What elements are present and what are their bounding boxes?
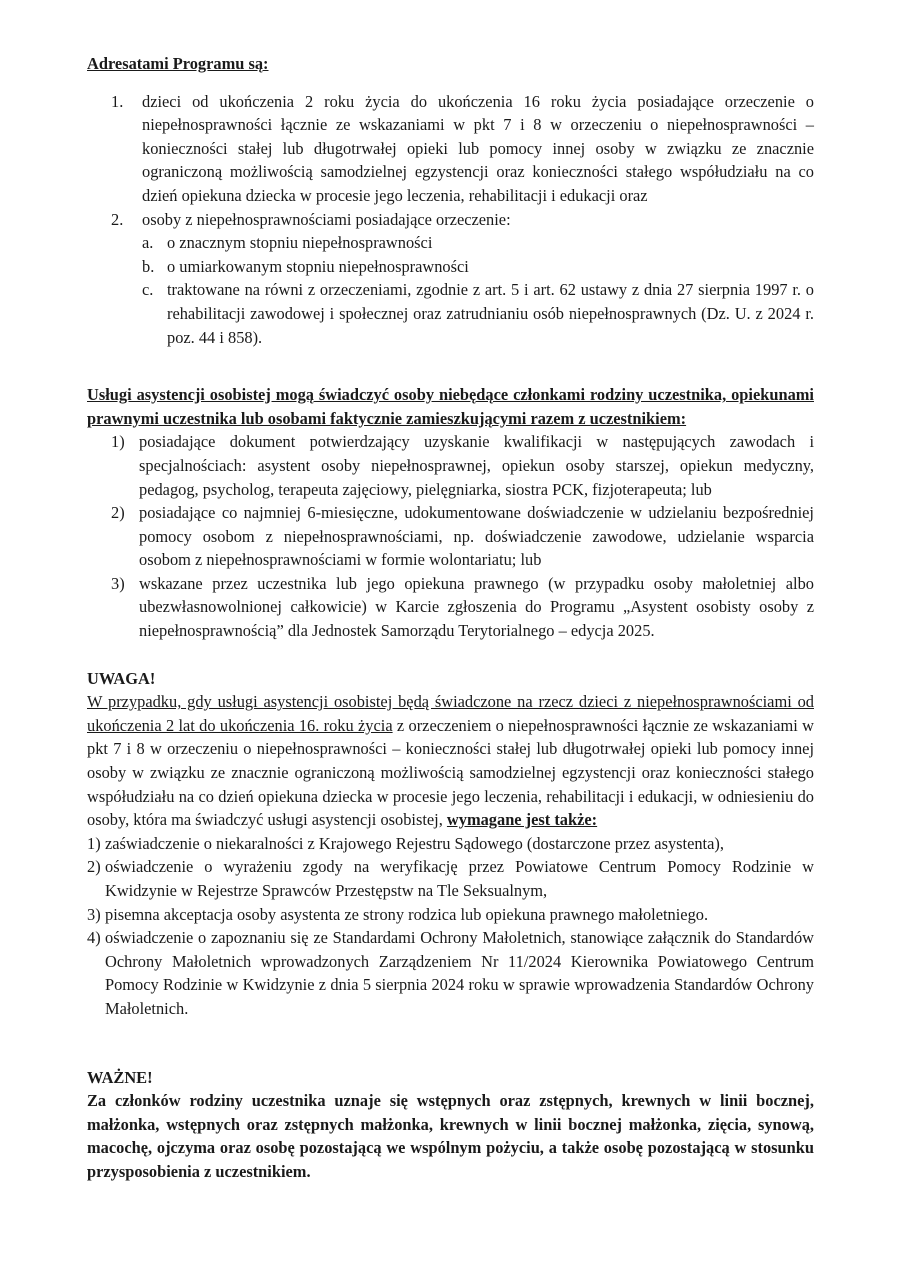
addressees-heading: Adresatami Programu są: bbox=[87, 54, 269, 73]
sub-list-letter: a. bbox=[142, 233, 154, 253]
list-number: 1) bbox=[111, 432, 125, 452]
list-item-text: pisemna akceptacja osoby asystenta ze strony rodzica lub opiekuna prawnego małoletniego. bbox=[105, 904, 709, 924]
list-item bbox=[87, 572, 814, 643]
warning-underlined-text: W przypadku, gdy usługi asystencji osobistej będą świadczone na rzecz dzieci z niepełnosprawnościami od ukończenia 2 lat do ukończenia 16. roku życia bbox=[87, 692, 814, 735]
sub-list-text: o znacznym stopniu niepełnosprawności bbox=[167, 233, 433, 253]
assistants-heading: Usługi asystencji osobistej mogą świadczyć osoby niebędące członkami rodziny uczestnika, opiekunami prawnymi uczestnika lub osobami faktycznie zamieszkującymi razem z uczestnikiem: bbox=[87, 385, 814, 428]
list-item-text: zaświadczenie o niekaralności z Krajowego Rejestru Sądowego (dostarczone przez asystenta), bbox=[105, 833, 724, 853]
sub-list-letter: c. bbox=[142, 280, 154, 300]
important-paragraph: Za członków rodziny uczestnika uznaje się wstępnych oraz zstępnych, krewnych w linii bocznej, małżonka, wstępnych oraz zstępnych małżonka, krewnych w linii bocznej małżonka, zięcia, synową, macochę, ojczyma oraz osobę pozostającą we wspólnym pożyciu, a także osobę pozostającą w stosunku przysposobienia z uczestnikiem. bbox=[87, 1091, 814, 1181]
warning-required-text: wymagane jest także: bbox=[446, 810, 598, 830]
list-number: 1) bbox=[87, 833, 101, 853]
list-item-text: dzieci od ukończenia 2 roku życia do ukończenia 16 roku życia posiadające orzeczenie o niepełnosprawności łącznie ze wskazaniami w pkt 7 i 8 w orzeczeniu o niepełnosprawności – konieczności stałej lub długotrwałej opieki lub pomocy innej osoby w związku ze znacznie ograniczoną możliwością samodzielnej egzystencji oraz konieczności stałego współudziału na co dzień opiekuna dziecka w procesie jego leczenia, rehabilitacji i edukacji oraz bbox=[142, 91, 814, 205]
list-item bbox=[87, 903, 814, 927]
list-item-text: wskazane przez uczestnika lub jego opiekuna prawnego (w przypadku osoby małoletniej albo ubezwłasnowolnionej całkowicie) w Karcie zgłoszenia do Programu „Asystent osobisty osoby z niepełnosprawnością” dla Jednostek Samorządu Terytorialnego – edycja 2025. bbox=[139, 573, 814, 641]
list-item-text: oświadczenie o zapoznaniu się ze Standardami Ochrony Małoletnich, stanowiące załącznik do Standardów Ochrony Małoletnich wprowadzonych Zarządzeniem Nr 11/2024 Kierownika Powiatowego Centrum Pomocy Rodzinie w Kwidzynie z dnia 5 sierpnia 2024 roku w sprawie wprowadzenia Standardów Ochrony Małoletnich. bbox=[105, 928, 814, 1018]
list-number: 3) bbox=[111, 573, 125, 593]
list-item bbox=[87, 855, 814, 902]
warning-heading: UWAGA! bbox=[87, 668, 156, 688]
document-page bbox=[87, 52, 814, 1184]
list-number: 2) bbox=[87, 857, 101, 877]
warning-body-text: z orzeczeniem o niepełnosprawności łącznie ze wskazaniami w pkt 7 i 8 w orzeczeniu o niepełnosprawności – konieczności stałej lub długotrwałej opieki lub pomocy innej osoby w związku ze znacznie ograniczoną możliwością samodzielnej egzystencji oraz konieczności stałego współudziału na co dzień opiekuna dziecka w procesie jego leczenia, rehabilitacji i edukacji, w odniesieniu do osoby, która ma świadczyć usługi asystencji osobistej, bbox=[87, 715, 814, 830]
list-item bbox=[87, 926, 814, 1020]
list-number: 4) bbox=[87, 928, 101, 948]
list-number: 2) bbox=[111, 503, 125, 523]
sub-list-text: traktowane na równi z orzeczeniami, zgodnie z art. 5 i art. 62 ustawy z dnia 27 sierpnia 1997 r. o rehabilitacji zawodowej i społecznej oraz zatrudnianiu osób niepełnosprawnych (Dz. U. z 2024 r. poz. 44 i 858). bbox=[167, 280, 814, 347]
list-item bbox=[87, 430, 814, 501]
list-number: 2. bbox=[111, 209, 124, 229]
list-item bbox=[87, 501, 814, 572]
sub-list-text: o umiarkowanym stopniu niepełnosprawności bbox=[167, 256, 469, 276]
list-item-text: posiadające dokument potwierdzający uzyskanie kwalifikacji w następujących zawodach i specjalnościach: asystent osoby niepełnosprawnej, opiekun osoby starszej, opiekun medyczny, pedagog, psycholog, terapeuta zajęciowy, pielęgniarka, siostra PCK, fizjoterapeuta; lub bbox=[139, 432, 814, 499]
list-item bbox=[87, 832, 814, 856]
sub-list-item bbox=[87, 231, 814, 255]
addressees-list bbox=[87, 90, 814, 350]
list-number: 3) bbox=[87, 904, 101, 924]
list-item-text: posiadające co najmniej 6-miesięczne, udokumentowane doświadczenie w udzielaniu bezpośredniej pomocy osobom z niepełnosprawnościami, np. doświadczenie zawodowe, udzielanie wsparcia osobom z niepełnosprawnościami w formie wolontariatu; lub bbox=[139, 503, 814, 570]
list-item-text: osoby z niepełnosprawnościami posiadające orzeczenie: bbox=[142, 209, 511, 229]
warning-paragraph bbox=[87, 690, 814, 832]
sub-list-item bbox=[87, 255, 814, 279]
sub-list-item bbox=[87, 278, 814, 349]
list-number: 1. bbox=[111, 91, 124, 111]
list-item bbox=[87, 208, 814, 232]
important-heading: WAŻNE! bbox=[87, 1067, 153, 1087]
list-item-text: oświadczenie o wyrażeniu zgody na weryfikację przez Powiatowe Centrum Pomocy Rodzinie w Kwidzynie w Rejestrze Sprawców Przestępstw na Tle Seksualnym, bbox=[105, 857, 814, 900]
requirements-list bbox=[87, 832, 814, 1021]
assistants-list bbox=[87, 430, 814, 642]
sub-list-letter: b. bbox=[142, 256, 155, 276]
list-item bbox=[87, 90, 814, 208]
